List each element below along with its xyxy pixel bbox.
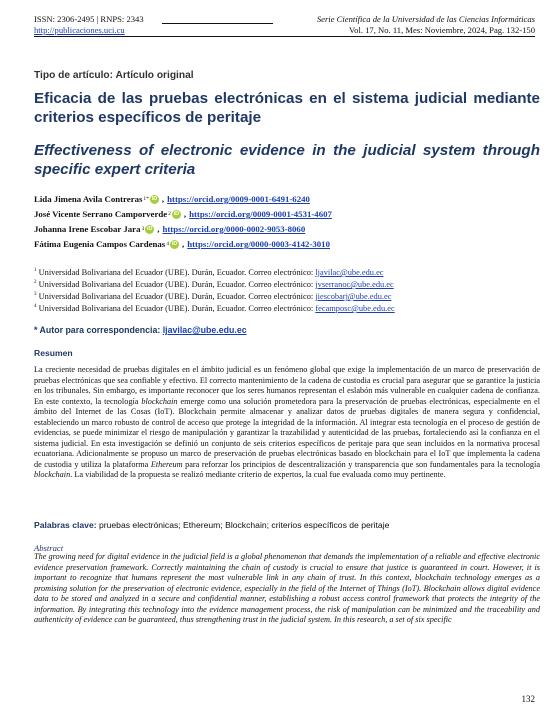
author-entry: Fátima Eugenia Campos Cardenas 4 iD , https://orcid.org/0000-0003-4142-3010: [34, 237, 332, 252]
journal-name: Serie Científica de la Universidad de las Ciencias Informáticas: [316, 14, 535, 24]
affiliation-item: $^3$ Universidad Bolivariana del Ecuador (UBE). Durán, Ecuador. Correo electrónico: jiescobarj@ube.edu.ec: [34, 291, 392, 301]
keywords: [34, 520, 389, 530]
email-link[interactable]: jvserranoc@ube.edu.ec: [315, 279, 394, 289]
correspondence-label: * Autor para correspondencia:: [34, 325, 161, 335]
orcid-icon[interactable]: iD: [173, 211, 180, 217]
keywords-label: Palabras clave:: [34, 520, 97, 530]
email-link[interactable]: fecamposc@ube.edu.ec: [315, 303, 395, 313]
author-sup: 4: [166, 241, 169, 247]
email-link[interactable]: ljavilac@ube.edu.ec: [315, 267, 384, 277]
email-link[interactable]: jiescobarj@ube.edu.ec: [315, 291, 392, 301]
issn-text: ISSN: 2306-2495 | RNPS: 2343: [34, 14, 144, 24]
author-sup: 2: [168, 211, 171, 217]
correspondence-email-link[interactable]: ljavilac@ube.edu.ec: [162, 325, 247, 335]
author-list: [34, 192, 332, 252]
orcid-link[interactable]: https://orcid.org/0009-0001-6491-6240: [167, 194, 310, 204]
orcid-icon[interactable]: iD: [146, 226, 153, 232]
page-number: 132: [521, 694, 535, 704]
author-entry: José Vicente Serrano Camporverde 2 iD , https://orcid.org/0009-0001-4531-4607: [34, 207, 332, 222]
keywords-text: pruebas electrónicas; Ethereum; Blockchain; criterios específicos de peritaje: [98, 520, 390, 530]
author-sup: 1*: [143, 196, 149, 202]
author-entry: Johanna Irene Escobar Jara 3 iD , https://orcid.org/0000-0002-9053-8060: [34, 222, 332, 237]
abstract-heading: Abstract: [34, 543, 64, 553]
author-entry: Lida Jimena Avila Contreras 1* iD , https://orcid.org/0009-0001-6491-6240: [34, 192, 332, 207]
author-name: José Vicente Serrano Camporverde: [34, 209, 168, 219]
resumen-heading: Resumen: [34, 348, 73, 358]
header-divider: [34, 36, 535, 37]
abstract-body: The growing need for digital evidence in the judicial field is a global phenomenon that demands the implementation of a reliable and effective electronic evidence preservation framework. Correctly maintaining the chain of custody is crucial to ensure that justice is guaranteed in court. However, it is important to recognize that humans represent the most vulnerable link in any chain of trust. In this context, blockchain technology emerges as a promising solution for the preservation of electronic evidence, especially in the field of the Internet of Things (IoT). Blockchain allows digital evidence data to be stored and analyzed in a secure and confidential manner, establishing a robust access control framework that protects the integrity of the information. By integrating this technology into the evidence management process, the risk of manipulation can be minimized and the traceability and authenticity of evidence can be guaranteed, thus strengthening trust in the judicial system. In this research, a set of six specific: [34, 552, 540, 625]
orcid-link[interactable]: https://orcid.org/0009-0001-4531-4607: [189, 209, 332, 219]
orcid-icon[interactable]: iD: [151, 196, 158, 202]
author-name: Fátima Eugenia Campos Cardenas: [34, 239, 166, 249]
corresponding-author: [34, 325, 247, 335]
affiliation-list: [34, 266, 395, 314]
affiliation-item: $^2$ Universidad Bolivariana del Ecuador (UBE). Durán, Ecuador. Correo electrónico: jvserranoc@ube.edu.ec: [34, 279, 394, 289]
orcid-link[interactable]: https://orcid.org/0000-0002-9053-8060: [162, 224, 306, 234]
header-rule: [162, 23, 273, 24]
title-english: Effectiveness of electronic evidence in the judicial system through specific expert criteria: [34, 142, 540, 178]
title-spanish: Eficacia de las pruebas electrónicas en el sistema judicial mediante criterios específicos de peritaje: [34, 90, 540, 126]
orcid-icon[interactable]: iD: [171, 241, 178, 247]
journal-url-link[interactable]: http://publicaciones.uci.cu: [34, 25, 125, 35]
author-name: Lida Jimena Avila Contreras: [34, 194, 143, 204]
affiliation-item: $^1$ Universidad Bolivariana del Ecuador (UBE). Durán, Ecuador. Correo electrónico: ljavilac@ube.edu.ec: [34, 267, 384, 277]
issue-info: Vol. 17, No. 11, Mes: Noviembre, 2024, Pag. 132-150: [349, 25, 535, 35]
orcid-link[interactable]: https://orcid.org/0000-0003-4142-3010: [187, 239, 330, 249]
author-name: Johanna Irene Escobar Jara: [34, 224, 141, 234]
resumen-body: La creciente necesidad de pruebas digitales en el ámbito judicial es un fenómeno global que exige la implementación de un marco de preservación de pruebas electrónicas que sea confiable y efectivo. El correcto mantenimiento de la cadena de custodia es crucial para asegurar que se garantice la justicia en los tribunales. Sin embargo, es importante reconocer que los seres humanos representan el eslabón más vulnerable en cualquier cadena de confianza. En este contexto, la tecnología blockchain emerge como una solución prometedora para la preservación de pruebas electrónicas, especialmente en el ámbito del Internet de las Cosas (IoT). Blockchain permite almacenar y analizar datos de pruebas digitales de manera segura y confidencial, estableciendo un marco robusto de control de acceso que protege la integridad de la información. Al integrar esta tecnología en el proceso de gestión de evidencias, se puede minimizar el riesgo de manipulación y garantizar la trazabilidad y autenticidad de las pruebas, fortaleciendo así la confianza en el sistema judicial. En esta investigación se definió un conjunto de seis criterios específicos de peritaje para que sean incluidos en la normativa procesal ecuatoriana. Adicionalmente se propuso un marco de preservación de pruebas electrónicas basado en blockchain para el IoT que implementa la cadena de custodia y utiliza la plataforma Ethereum para reforzar los principios de descentralización y transparencia que son fundamentales para la tecnología blockchain. La viabilidad de la propuesta se realizó mediante criterio de expertos, la cual fue evaluada como muy pertinente.: [34, 365, 540, 480]
affiliation-item: $^4$ Universidad Bolivariana del Ecuador (UBE). Durán, Ecuador. Correo electrónico: fecamposc@ube.edu.ec: [34, 303, 395, 313]
author-sup: 3: [141, 226, 145, 232]
article-type: Tipo de artículo: Artículo original: [34, 70, 194, 81]
page-header: [34, 14, 535, 36]
